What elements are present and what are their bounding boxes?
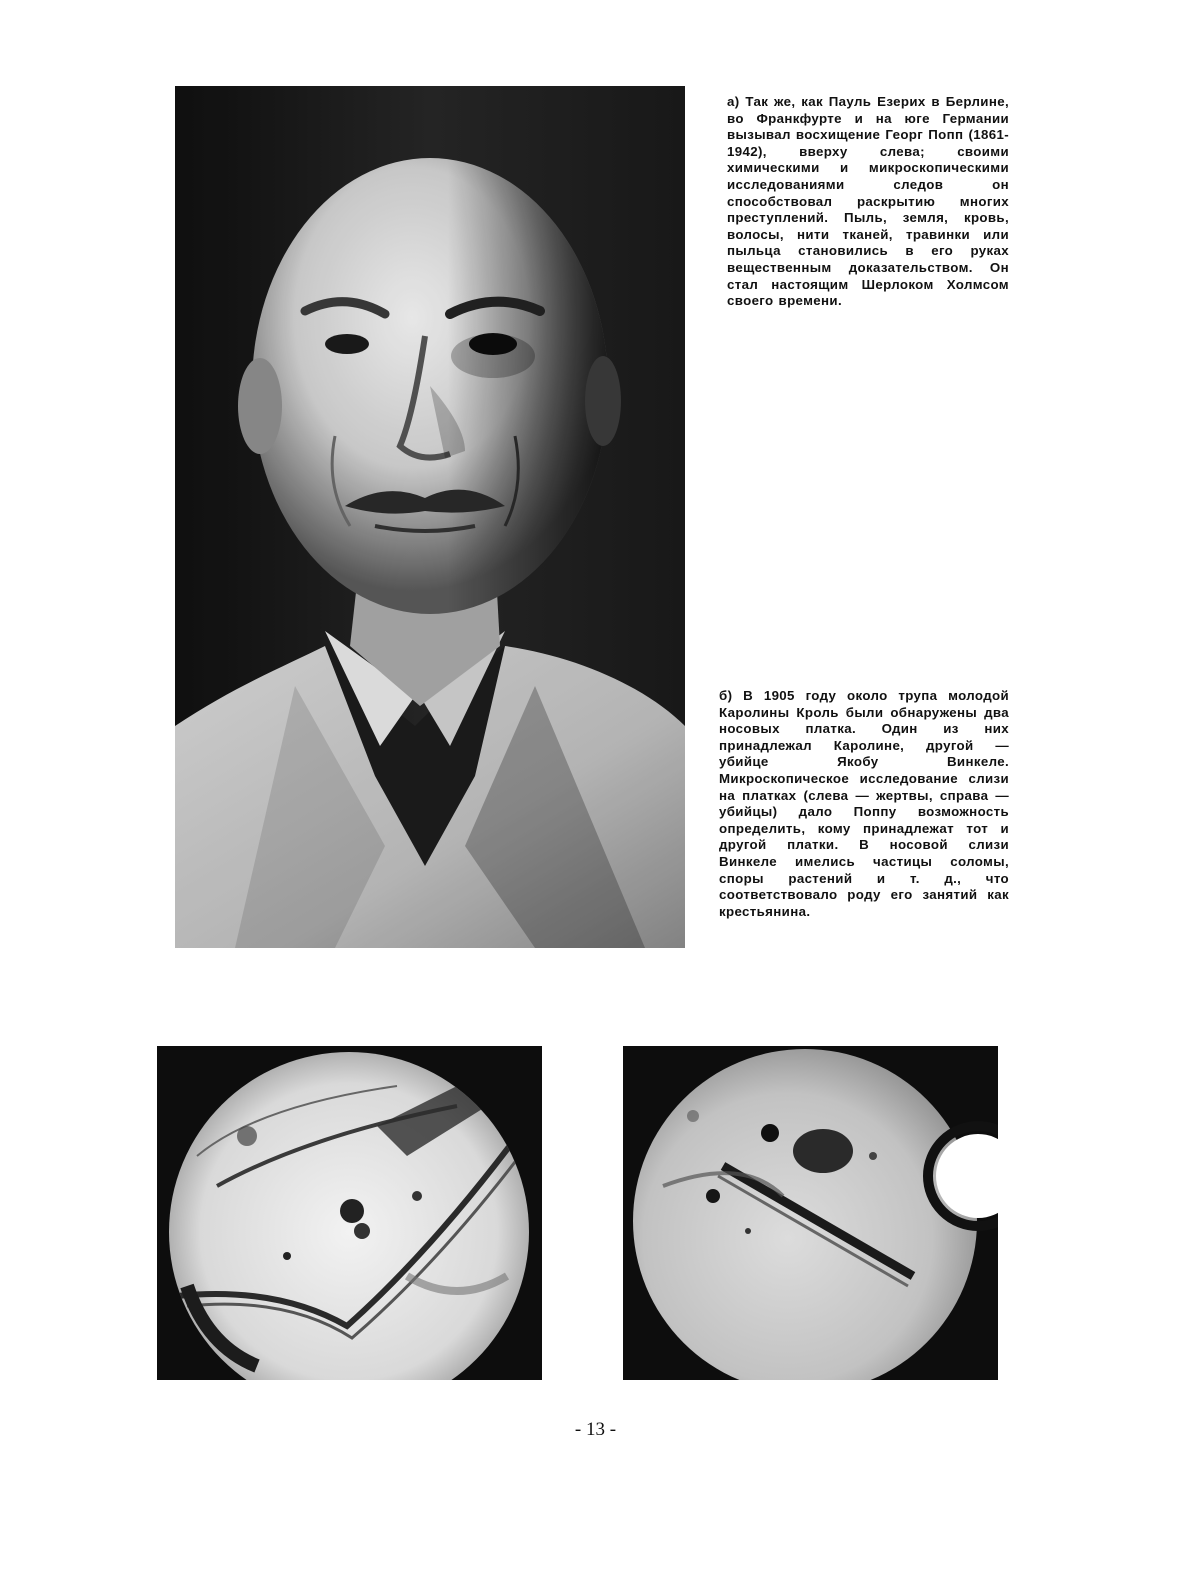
micrograph-left (157, 1046, 542, 1380)
portrait-image (175, 86, 685, 948)
page-number: - 13 - (574, 1419, 617, 1440)
caption-a: а) Так же, как Пауль Езерих в Берлине, во Франкфурте и на юге Германии вызывал восхищение Георг Попп (1861-1942), вверху слева; своими химическими и микроскопическими исследованиями следов он способствовал раскрытию многих преступлений. Пыль, земля, кровь, волосы, нити тканей, травинки или пыльца становились в его руках вещественным доказательством. Он стал настоящим Шерлоком Холмсом своего времени. (727, 94, 1009, 309)
caption-b: б) В 1905 году около трупа молодой Каролины Кроль были обнаружены два носовых платка. Один из них принадлежал Каролине, другой — убийце Якобу Винкеле. Микроскопическое исследование слизи на платках (слева — жертвы, справа — убийцы) дало Поппу возможность определить, кому принадлежат тот и другой платки. В носовой слизи Винкеле имелись частицы соломы, споры растений и т. д., что соответствовало роду его занятий как крестьянина. (719, 688, 1009, 919)
micrograph-left-image (157, 1046, 542, 1380)
micrograph-right-image (623, 1046, 998, 1380)
portrait-photo (175, 86, 685, 948)
micrograph-right (623, 1046, 998, 1380)
